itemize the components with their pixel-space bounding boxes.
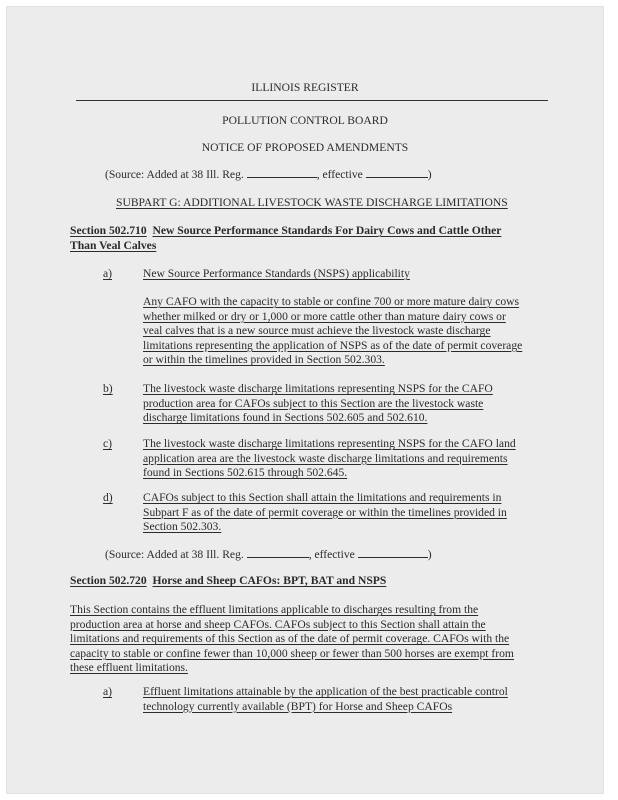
section-710-title-line1: New Source Performance Standards For Dairy Cows and Cattle Other <box>152 224 502 237</box>
source-line-top: (Source: Added at 38 Ill. Reg. , effective ) <box>105 168 432 181</box>
item-d-label: d) <box>103 491 113 504</box>
register-heading: ILLINOIS REGISTER <box>251 81 359 94</box>
document-page <box>6 6 604 794</box>
item-b-text: The livestock waste discharge limitations representing NSPS for the CAFO production area for CAFOs subject to this Section are the livestock waste discharge limitations found in Sections 502.605 and 502.610. <box>143 382 493 425</box>
section-720-intro: This Section contains the effluent limitations applicable to discharges resulting from the production area at horse and sheep CAFOs. CAFOs subject to this Section shall attain the limitations and requirements of this Section as of the date of permit coverage. CAFOs with the capacity to stable or confine fewer than 10,000 sheep or fewer than 500 horses are exempt from these effluent limitations. <box>70 603 514 675</box>
item-d-text: CAFOs subject to this Section shall attain the limitations and requirements in Subpart F as of the date of permit coverage or within the timelines provided in Section 502.303. <box>143 491 507 534</box>
blank-effective-date <box>366 167 428 178</box>
notice-heading: NOTICE OF PROPOSED AMENDMENTS <box>201 141 409 154</box>
section-720-title: Horse and Sheep CAFOs: BPT, BAT and NSPS <box>152 574 387 587</box>
section-720-heading <box>70 574 386 589</box>
board-heading: POLLUTION CONTROL BOARD <box>222 114 388 127</box>
section-720-number: Section 502.720 <box>70 574 147 587</box>
item-c-text: The livestock waste discharge limitations representing NSPS for the CAFO land application area are the livestock waste discharge limitations and requirements found in Sections 502.615 through 502.645. <box>143 437 516 480</box>
item-c-label: c) <box>103 437 113 450</box>
subpart-heading: SUBPART G: ADDITIONAL LIVESTOCK WASTE DISCHARGE LIMITATIONS <box>116 196 508 209</box>
section-720-item-a-label: a) <box>103 685 113 698</box>
item-b-label: b) <box>103 382 113 395</box>
section-710-number: Section 502.710 <box>70 224 147 237</box>
item-a-label: a) <box>103 267 113 280</box>
blank-effective-date-710 <box>358 547 428 558</box>
source-line-710: (Source: Added at 38 Ill. Reg. , effective ) <box>105 548 432 561</box>
section-710-heading <box>70 224 501 239</box>
blank-register-page-710 <box>247 547 309 558</box>
header-rule <box>76 100 548 101</box>
blank-register-page <box>247 167 317 178</box>
section-710-title-line2: Than Veal Calves <box>70 239 157 252</box>
item-a-text: New Source Performance Standards (NSPS) applicability <box>143 267 410 280</box>
section-720-item-a-text: Effluent limitations attainable by the application of the best practicable control technology currently available (BPT) for Horse and Sheep CAFOs <box>143 685 508 713</box>
item-a-paragraph: Any CAFO with the capacity to stable or confine 700 or more mature dairy cows whether milked or dry or 1,000 or more cattle other than mature dairy cows or veal calves that is a new source must achieve the livestock waste discharge limitations representing the application of NSPS as of the date of permit coverage or within the timelines provided in Section 502.303. <box>143 295 523 367</box>
